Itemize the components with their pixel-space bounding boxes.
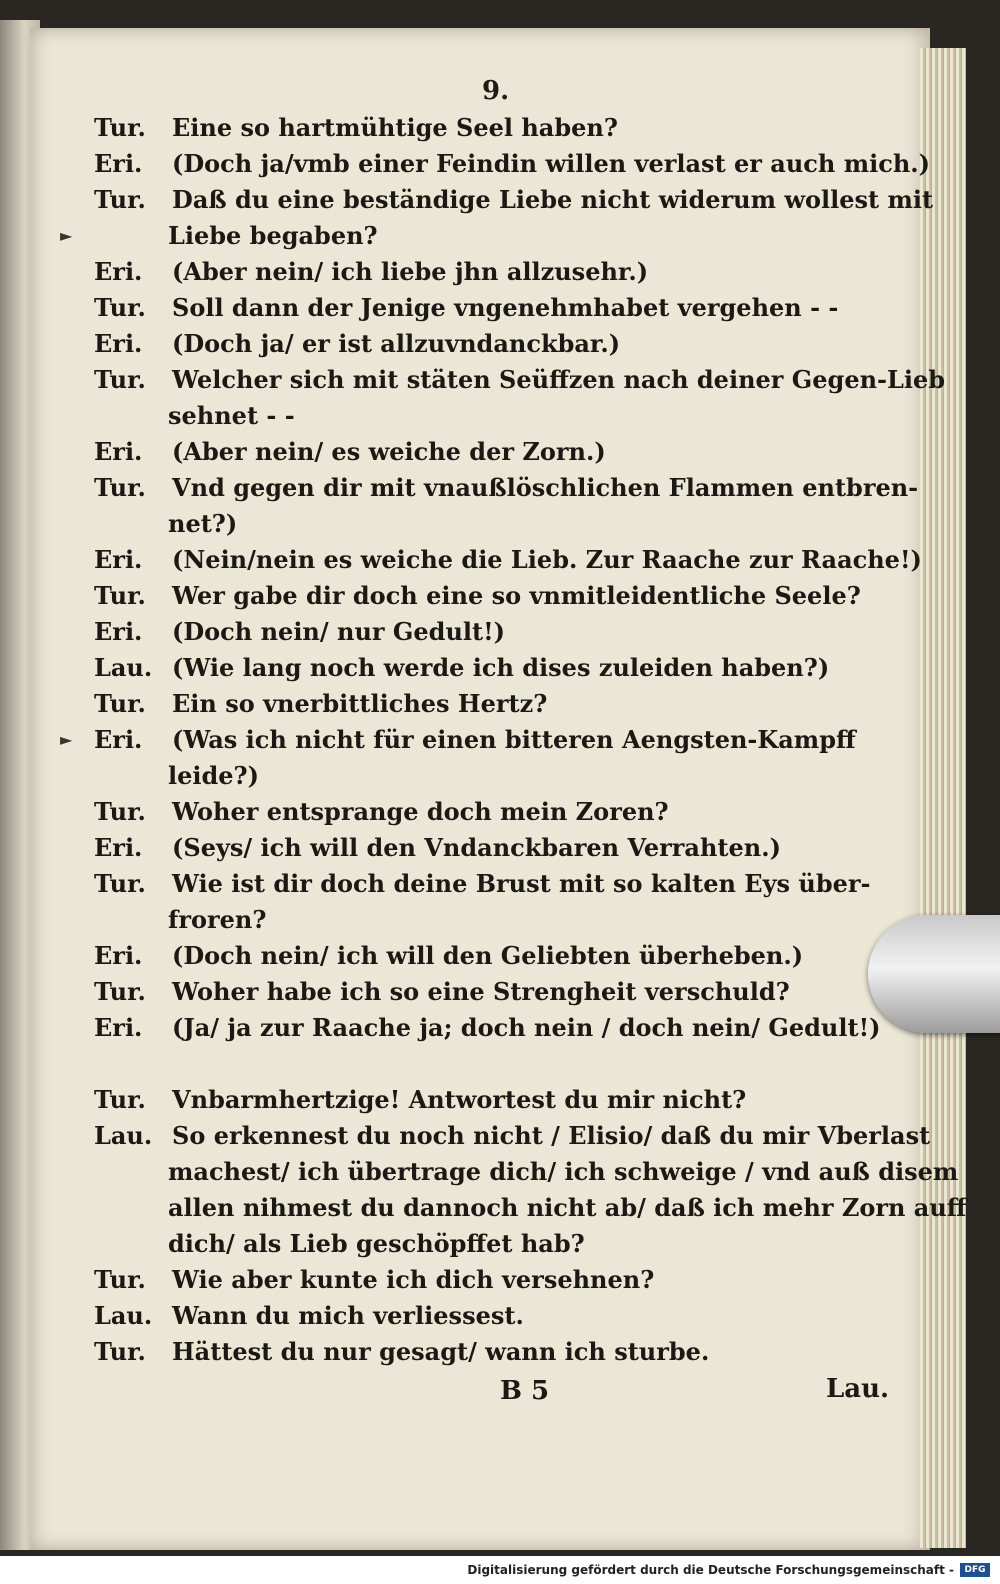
- dialogue-line: [94, 1082, 924, 1118]
- line-text: net?): [168, 509, 238, 538]
- line-text: Hättest du nur gesagt/ wann ich sturbe.: [172, 1337, 710, 1366]
- dialogue-line: [168, 1190, 967, 1226]
- catchword: Lau.: [826, 1374, 890, 1404]
- dialogue-line: [94, 938, 924, 974]
- line-text: Welcher sich mit stäten Seüffzen nach deiner Gegen-Lieb: [172, 365, 946, 394]
- line-text: Wie aber kunte ich dich versehnen?: [172, 1265, 655, 1294]
- speaker: Tur.: [94, 581, 146, 610]
- dialogue-line: [168, 758, 928, 794]
- page-edges: [920, 48, 966, 1548]
- speaker: Tur.: [94, 869, 146, 898]
- speaker: Tur.: [94, 797, 146, 826]
- line-text: Woher entsprange doch mein Zoren?: [172, 797, 669, 826]
- line-text: Wie ist dir doch deine Brust mit so kalten Eys über-: [172, 869, 871, 898]
- page-number: 9.: [482, 76, 510, 106]
- line-text: (Doch nein/ ich will den Geliebten überheben.): [172, 941, 804, 970]
- speaker: Eri.: [94, 545, 143, 574]
- dialogue-line: [94, 362, 946, 398]
- dialogue-line: [94, 614, 924, 650]
- line-text: (Doch ja/ er ist allzuvndanckbar.): [172, 329, 621, 358]
- dialogue-line: [94, 470, 924, 506]
- dialogue-line: [94, 1298, 924, 1334]
- speaker: Eri.: [94, 437, 143, 466]
- dfg-logo: DFG: [960, 1563, 990, 1577]
- line-text: Woher habe ich so eine Strengheit verschuld?: [172, 977, 790, 1006]
- dialogue-line: [168, 218, 928, 254]
- line-text: machest/ ich übertrage dich/ ich schweige / vnd auß disem: [168, 1157, 959, 1186]
- speaker: Tur.: [94, 977, 146, 1006]
- line-text: leide?): [168, 761, 259, 790]
- dialogue-line: [94, 182, 934, 218]
- line-text: dich/ als Lieb geschöpffet hab?: [168, 1229, 585, 1258]
- line-text: Vnd gegen dir mit vnaußlöschlichen Flammen entbren-: [172, 473, 919, 502]
- line-text: (Wie lang noch werde ich dises zuleiden haben?): [172, 653, 830, 682]
- speaker: Tur.: [94, 113, 146, 142]
- line-text: Soll dann der Jenige vngenehmhabet vergehen - -: [172, 293, 839, 322]
- dialogue-line: [94, 542, 924, 578]
- speaker: Lau.: [94, 1301, 153, 1330]
- line-text: allen nihmest du dannoch nicht ab/ daß ich mehr Zorn auff: [168, 1193, 967, 1222]
- line-text: (Ja/ ja zur Raache ja; doch nein / doch nein/ Gedult!): [172, 1013, 881, 1042]
- line-text: (Aber nein/ es weiche der Zorn.): [172, 437, 606, 466]
- dialogue-line: [94, 686, 924, 722]
- speaker: Eri.: [94, 725, 143, 754]
- dialogue-line: [168, 506, 928, 542]
- line-text: (Doch ja/vmb einer Feindin willen verlast er auch mich.): [172, 149, 930, 178]
- speaker: Eri.: [94, 257, 143, 286]
- speaker: Tur.: [94, 1265, 146, 1294]
- speaker: Tur.: [94, 689, 146, 718]
- speaker: Eri.: [94, 941, 143, 970]
- line-text: Liebe begaben?: [168, 221, 378, 250]
- line-text: Vnbarmhertzige! Antwortest du mir nicht?: [172, 1085, 747, 1114]
- line-text: Eine so hartmühtige Seel haben?: [172, 113, 618, 142]
- dialogue-line: [94, 290, 924, 326]
- speaker: Tur.: [94, 1337, 146, 1366]
- speaker: Eri.: [94, 833, 143, 862]
- dialogue-line: [94, 110, 924, 146]
- line-text: sehnet - -: [168, 401, 295, 430]
- dialogue-line: [94, 830, 924, 866]
- line-text: (Doch nein/ nur Gedult!): [172, 617, 505, 646]
- speaker: Tur.: [94, 293, 146, 322]
- speaker: Lau.: [94, 653, 153, 682]
- line-text: Wer gabe dir doch eine so vnmitleidentliche Seele?: [172, 581, 861, 610]
- dialogue-line: [168, 398, 928, 434]
- line-text: (Was ich nicht für einen bitteren Aengsten-Kampff: [172, 725, 856, 754]
- line-text: (Aber nein/ ich liebe jhn allzusehr.): [172, 257, 649, 286]
- dialogue-line: [94, 650, 924, 686]
- margin-mark-icon: ►: [60, 226, 73, 245]
- speaker: Tur.: [94, 185, 146, 214]
- dialogue-line: [168, 1226, 928, 1262]
- dialogue-line: [94, 1010, 924, 1046]
- line-text: froren?: [168, 905, 267, 934]
- speaker: Eri.: [94, 149, 143, 178]
- dialogue-line: [168, 1154, 959, 1190]
- dialogue-line: [94, 794, 924, 830]
- dialogue-line: [94, 146, 930, 182]
- footer-bar: [0, 1556, 1000, 1584]
- dialogue-line: [94, 434, 924, 470]
- dialogue-line: [94, 254, 924, 290]
- signature-mark: B 5: [500, 1376, 550, 1406]
- line-text: (Nein/nein es weiche die Lieb. Zur Raache zur Raache!): [172, 545, 922, 574]
- line-text: Ein so vnerbittliches Hertz?: [172, 689, 548, 718]
- dialogue-line: [94, 326, 924, 362]
- line-text: (Seys/ ich will den Vndanckbaren Verrahten.): [172, 833, 781, 862]
- dialogue-line: [94, 974, 924, 1010]
- footer-text: Digitalisierung gefördert durch die Deutsche Forschungsgemeinschaft -: [467, 1563, 954, 1577]
- speaker: Tur.: [94, 473, 146, 502]
- speaker: Eri.: [94, 329, 143, 358]
- speaker: Tur.: [94, 365, 146, 394]
- speaker: Eri.: [94, 1013, 143, 1042]
- line-text: So erkennest du noch nicht / Elisio/ daß du mir Vberlast: [172, 1121, 931, 1150]
- dialogue-line: [94, 866, 924, 902]
- dialogue-line: [94, 1262, 924, 1298]
- dialogue-line: [94, 578, 924, 614]
- margin-mark-icon: ►: [60, 730, 73, 749]
- speaker: Lau.: [94, 1121, 153, 1150]
- dialogue-line: [168, 902, 928, 938]
- dialogue-line: [94, 1334, 924, 1370]
- speaker: Tur.: [94, 1085, 146, 1114]
- dialogue-line: [94, 722, 924, 758]
- speaker: Eri.: [94, 617, 143, 646]
- dialogue-line: [94, 1118, 931, 1154]
- line-text: Daß du eine beständige Liebe nicht widerum wollest mit: [172, 185, 934, 214]
- line-text: Wann du mich verliessest.: [172, 1301, 524, 1330]
